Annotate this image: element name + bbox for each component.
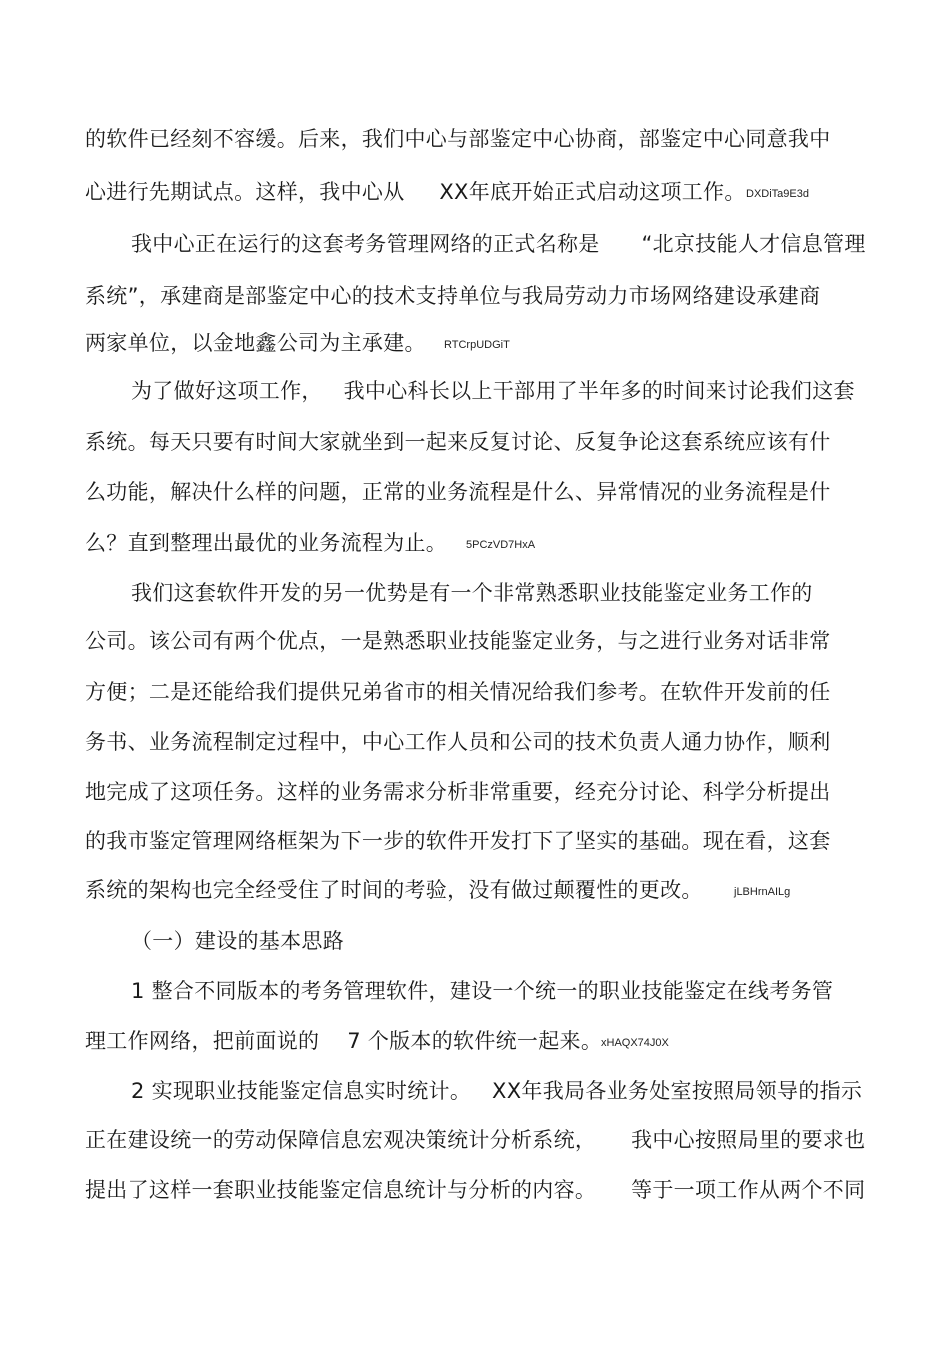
line-text: 的我市鉴定管理网络框架为下一步的软件开发打下了坚实的基础。现在看，这套 <box>85 829 831 853</box>
text-line <box>85 328 426 358</box>
text-line <box>85 1175 865 1205</box>
paragraph-code: xHAQX74J0X <box>601 1037 669 1049</box>
line-text: 为了做好这项工作， 我中心科长以上干部用了半年多的时间来讨论我们这套 <box>131 379 855 403</box>
line-text: 提出了这样一套职业技能鉴定信息统计与分析的内容。 等于一项工作从两个不同 <box>85 1178 866 1202</box>
text-line <box>85 727 831 757</box>
line-text: 1 整合不同版本的考务管理软件，建设一个统一的职业技能鉴定在线考务管 <box>131 979 834 1003</box>
text-line <box>85 177 746 207</box>
text-line <box>131 229 866 259</box>
line-text: 心进行先期试点。这样，我中心从 XX年底开始正式启动这项工作。 <box>85 180 746 204</box>
line-text: 的软件已经刻不容缓。后来，我们中心与部鉴定中心协商，部鉴定中心同意我中 <box>85 127 831 151</box>
text-line <box>85 124 831 154</box>
text-line <box>85 677 831 707</box>
line-text: 两家单位，以金地鑫公司为主承建。 <box>85 331 426 355</box>
paragraph-code: RTCrpUDGiT <box>444 339 510 351</box>
line-text: 理工作网络，把前面说的 7 个版本的软件统一起来。 <box>85 1029 603 1053</box>
text-line <box>85 777 831 807</box>
line-text: （一）建设的基本思路 <box>131 929 344 953</box>
line-text: 2 实现职业技能鉴定信息实时统计。 XX年我局各业务处室按照局领导的指示 <box>131 1079 863 1103</box>
line-text: 方便；二是还能给我们提供兄弟省市的相关情况给我们参考。在软件开发前的任 <box>85 680 831 704</box>
line-text: 务书、业务流程制定过程中，中心工作人员和公司的技术负责人通力协作，顺利 <box>85 730 831 754</box>
text-line <box>85 826 831 856</box>
line-text: 我们这套软件开发的另一优势是有一个非常熟悉职业技能鉴定业务工作的 <box>131 581 813 605</box>
line-text: 么？直到整理出最优的业务流程为止。 <box>85 531 448 555</box>
text-line <box>85 528 447 558</box>
text-line <box>85 281 820 311</box>
paragraph-code: DXDiTa9E3d <box>746 188 809 200</box>
line-text: 系统的架构也完全经受住了时间的考验，没有做过颠覆性的更改。 <box>85 878 703 902</box>
line-text: 我中心正在运行的这套考务管理网络的正式名称是 “北京技能人才信息管理 <box>131 232 866 256</box>
line-text: 系统”，承建商是部鉴定中心的技术支持单位与我局劳动力市场网络建设承建商 <box>85 284 821 308</box>
line-text: 公司。该公司有两个优点，一是熟悉职业技能鉴定业务，与之进行业务对话非常 <box>85 629 831 653</box>
text-line <box>85 875 703 905</box>
line-text: 么功能，解决什么样的问题，正常的业务流程是什么、异常情况的业务流程是什 <box>85 480 831 504</box>
text-line <box>85 427 831 457</box>
text-line <box>131 1076 862 1106</box>
line-text: 系统。每天只要有时间大家就坐到一起来反复讨论、反复争论这套系统应该有什 <box>85 430 831 454</box>
line-text: 地完成了这项任务。这样的业务需求分析非常重要，经充分讨论、科学分析提出 <box>85 780 831 804</box>
line-text: 正在建设统一的劳动保障信息宏观决策统计分析系统， 我中心按照局里的要求也 <box>85 1128 866 1152</box>
text-line <box>131 976 833 1006</box>
text-line <box>85 1026 602 1056</box>
text-line <box>131 376 855 406</box>
paragraph-code: jLBHrnAILg <box>734 886 791 898</box>
section-heading <box>131 926 344 956</box>
text-line <box>85 477 831 507</box>
text-line <box>85 1125 865 1155</box>
text-line <box>85 626 831 656</box>
paragraph-code: 5PCzVD7HxA <box>466 539 536 551</box>
text-line <box>131 578 813 608</box>
